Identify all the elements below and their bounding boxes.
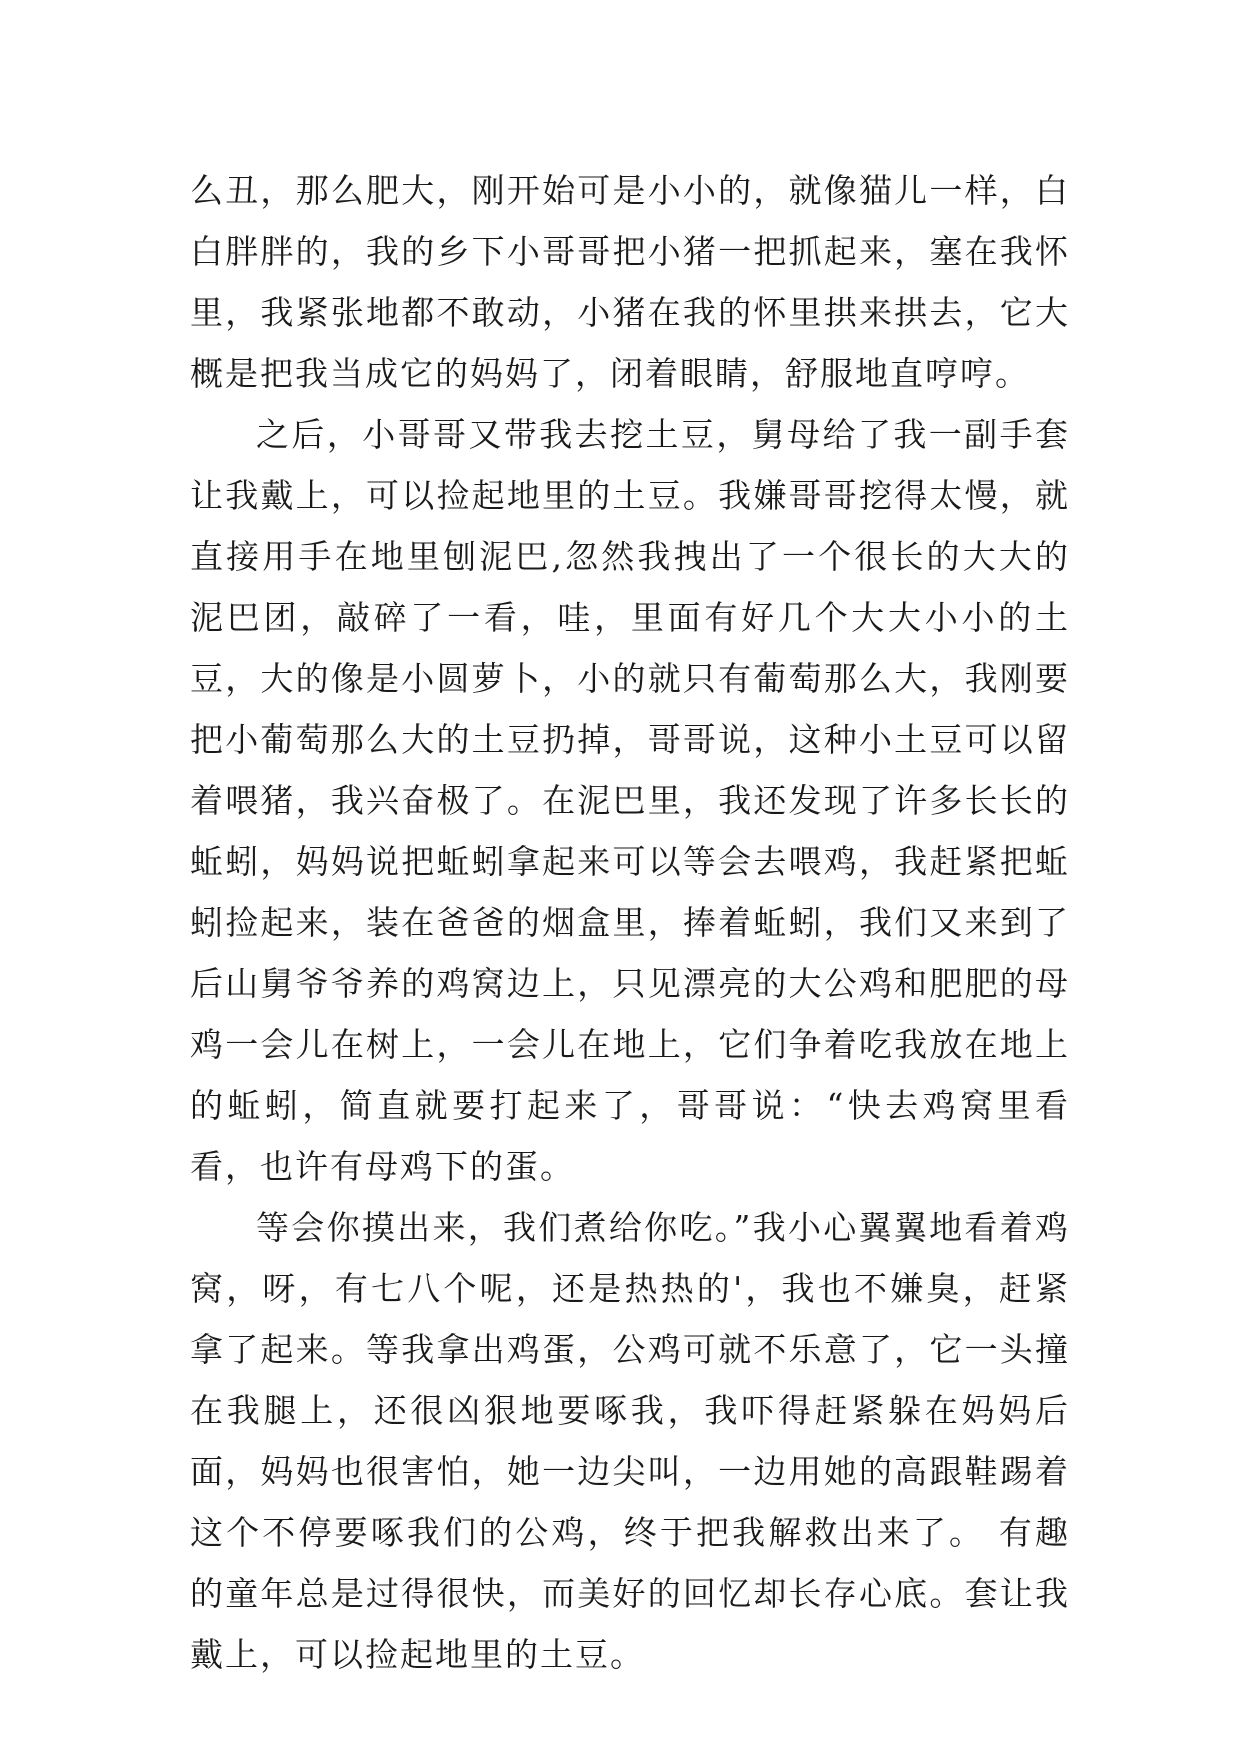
paragraph-1: 么丑，那么肥大，刚开始可是小小的，就像猫儿一样，白白胖胖的，我的乡下小哥哥把小猪一把抓起来，塞在我怀里，我紧张地都不敢动，小猪在我的怀里拱来拱去，它大概是把我当成它的妈妈了，闭着眼睛，舒服地直哼哼。 <box>190 171 1070 393</box>
paragraph-3: 等会你摸出来，我们煮给你吃。”我小心翼翼地看着鸡窝，呀，有七八个呢，还是热热的'，我也不嫌臭，赶紧拿了起来。等我拿出鸡蛋，公鸡可就不乐意了，它一头撞在我腿上，还很凶狠地要啄我，我吓得赶紧躲在妈妈后面，妈妈也很害怕，她一边尖叫，一边用她的高跟鞋踢着这个不停要啄我们的公鸡，终于把我解救出来了。 有趣的童年总是过得很快，而美好的回忆却长存心底。套让我戴上，可以捡起地里的土豆。 <box>190 1208 1070 1674</box>
body-text <box>190 160 1070 1685</box>
paragraph-2: 之后，小哥哥又带我去挖土豆，舅母给了我一副手套让我戴上，可以捡起地里的土豆。我嫌哥哥挖得太慢，就直接用手在地里刨泥巴,忽然我拽出了一个很长的大大的泥巴团，敲碎了一看，哇，里面有好几个大大小小的土豆，大的像是小圆萝卜，小的就只有葡萄那么大，我刚要把小葡萄那么大的土豆扔掉，哥哥说，这种小土豆可以留着喂猪，我兴奋极了。在泥巴里，我还发现了许多长长的蚯蚓，妈妈说把蚯蚓拿起来可以等会去喂鸡，我赶紧把蚯蚓捡起来，装在爸爸的烟盒里，捧着蚯蚓，我们又来到了后山舅爷爷养的鸡窝边上，只见漂亮的大公鸡和肥肥的母鸡一会儿在树上，一会儿在地上，它们争着吃我放在地上的蚯蚓，简直就要打起来了，哥哥说：“快去鸡窝里看看，也许有母鸡下的蛋。 <box>190 415 1070 1186</box>
